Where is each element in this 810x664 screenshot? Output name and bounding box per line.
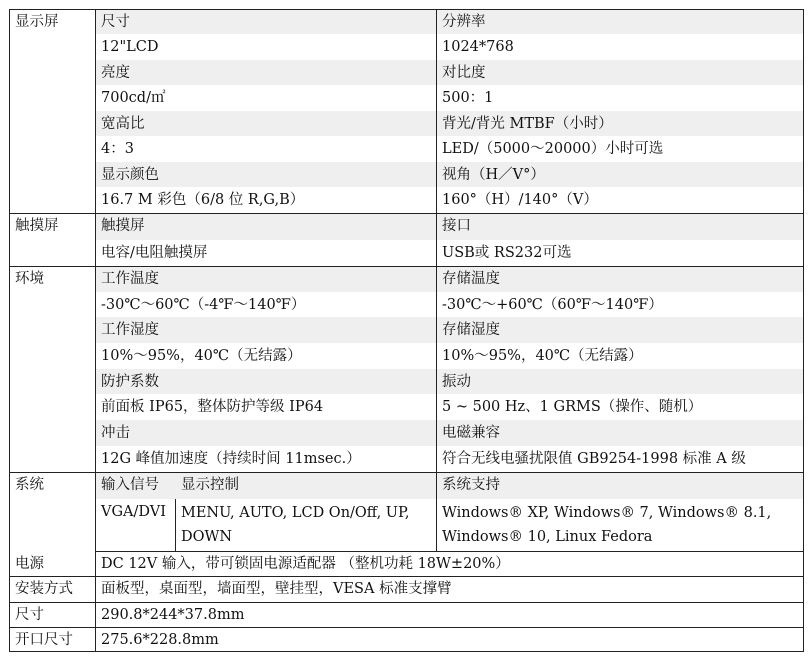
divider-mounting bbox=[9, 576, 804, 577]
value-emc: 符合无线电骚扰限值 GB9254-1998 标准 A 级 bbox=[442, 451, 746, 467]
value-display-control: MENU, AUTO, LCD On/Off, UP, DOWN bbox=[181, 505, 410, 545]
category-mounting: 安装方式 bbox=[9, 576, 95, 602]
label-brightness: 亮度 bbox=[95, 60, 436, 85]
value-shock: 12G 峰值加速度（持续时间 11msec.） bbox=[101, 451, 361, 467]
value-operating-temp: -30℃～60℃（-4℉～140℉） bbox=[101, 297, 306, 313]
border-right bbox=[803, 9, 804, 652]
category-environment: 环境 bbox=[9, 266, 95, 472]
label-touch-screen: 触摸屏 bbox=[95, 213, 436, 240]
value-display-colors: 16.7 M 彩色（6/8 位 R,G,B） bbox=[101, 192, 305, 208]
label-storage-temp: 存储温度 bbox=[436, 266, 804, 292]
divider-cutout bbox=[9, 627, 804, 628]
divider-dimensions bbox=[9, 602, 804, 603]
divider-touch bbox=[9, 213, 804, 214]
value-storage-humidity: 10%～95%，40℃（无结露） bbox=[442, 348, 643, 364]
value-cutout: 275.6*228.8mm bbox=[101, 632, 219, 648]
divider-system-sub bbox=[175, 499, 176, 551]
value-brightness: 700cd/㎡ bbox=[101, 90, 166, 106]
value-viewing-angle: 160°（H）/140°（V） bbox=[442, 192, 598, 208]
value-contrast: 500：1 bbox=[442, 90, 494, 106]
border-left bbox=[9, 9, 10, 652]
value-storage-temp: -30℃～+60℃（60℉～140℉） bbox=[442, 297, 663, 313]
label-input-signal: 输入信号 bbox=[95, 472, 175, 499]
label-backlight: 背光/背光 MTBF（小时） bbox=[436, 111, 804, 136]
category-system: 系统 bbox=[9, 472, 95, 551]
value-protection: 前面板 IP65，整体防护等级 IP64 bbox=[101, 399, 324, 415]
label-operating-temp: 工作温度 bbox=[95, 266, 436, 292]
category-cutout: 开口尺寸 bbox=[9, 627, 95, 652]
value-resolution: 1024*768 bbox=[442, 39, 514, 55]
value-touch-screen: 电容/电阻触摸屏 bbox=[101, 245, 208, 261]
value-size: 12"LCD bbox=[101, 39, 159, 55]
label-display-colors: 显示颜色 bbox=[95, 162, 436, 187]
label-shock: 冲击 bbox=[95, 420, 436, 446]
category-display: 显示屏 bbox=[9, 9, 95, 213]
divider-power bbox=[95, 551, 804, 552]
value-operating-humidity: 10%～95%，40℃（无结露） bbox=[101, 348, 302, 364]
label-os-support: 系统支持 bbox=[436, 472, 804, 499]
border-bottom bbox=[9, 651, 804, 652]
label-display-control: 显示控制 bbox=[175, 472, 436, 499]
value-vibration: 5 ~ 500 Hz、1 GRMS（操作、随机） bbox=[442, 399, 703, 415]
label-storage-humidity: 存储湿度 bbox=[436, 317, 804, 343]
label-operating-humidity: 工作湿度 bbox=[95, 317, 436, 343]
value-dimensions: 290.8*244*37.8mm bbox=[101, 607, 245, 623]
category-power: 电源 bbox=[9, 551, 95, 576]
label-vibration: 振动 bbox=[436, 369, 804, 394]
label-protection: 防护系数 bbox=[95, 369, 436, 394]
label-interface: 接口 bbox=[436, 213, 804, 240]
label-size: 尺寸 bbox=[95, 9, 436, 34]
value-aspect-ratio: 4：3 bbox=[101, 141, 134, 157]
divider-category-column bbox=[95, 9, 96, 652]
label-viewing-angle: 视角（H／V°） bbox=[436, 162, 804, 187]
divider-environment bbox=[9, 266, 804, 267]
label-aspect-ratio: 宽高比 bbox=[95, 111, 436, 136]
category-touch: 触摸屏 bbox=[9, 213, 95, 266]
value-backlight: LED/（5000～20000）小时可选 bbox=[442, 141, 664, 157]
spec-table bbox=[9, 9, 804, 652]
label-emc: 电磁兼容 bbox=[436, 420, 804, 446]
label-resolution: 分辨率 bbox=[436, 9, 804, 34]
value-os-support: Windows® XP, Windows® 7, Windows® 8.1, Windows® 10, Linux Fedora bbox=[442, 505, 772, 545]
divider-system bbox=[9, 472, 804, 473]
category-dimensions: 尺寸 bbox=[9, 602, 95, 627]
value-interface: USB或 RS232可选 bbox=[442, 245, 572, 261]
border-top bbox=[9, 9, 804, 10]
label-contrast: 对比度 bbox=[436, 60, 804, 85]
value-mounting: 面板型，桌面型，墙面型，壁挂型，VESA 标准支撑臂 bbox=[101, 581, 452, 597]
value-input-signal: VGA/DVI bbox=[101, 504, 166, 520]
value-power: DC 12V 输入，带可锁固电源适配器 （整机功耗 18W±20%） bbox=[101, 556, 510, 572]
divider-middle-column bbox=[436, 9, 437, 551]
